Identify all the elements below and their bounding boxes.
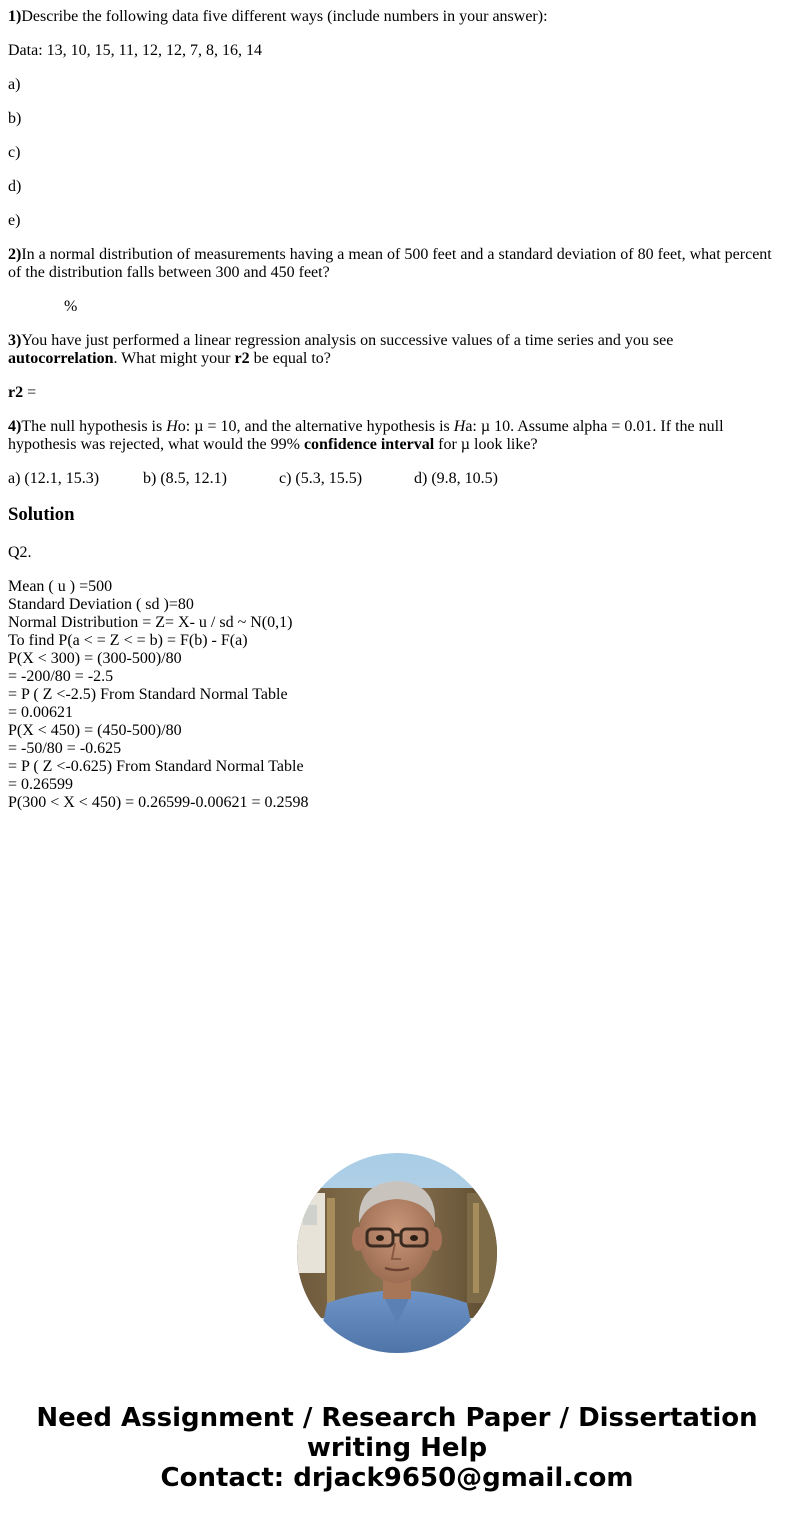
solution-line: P(300 < X < 450) = 0.26599-0.00621 = 0.2598 [8, 794, 309, 811]
question-4-ha-text: a: µ 10. Assume alpha = 0.01. If the null hypothesis was rejected, what would the 99% [8, 418, 724, 453]
question-4-option-d: d) (9.8, 10.5) [414, 470, 498, 487]
solution-label: Q2. [8, 544, 32, 561]
avatar [297, 1153, 497, 1353]
solution-line: = -200/80 = -2.5 [8, 668, 114, 685]
question-1 [8, 8, 786, 26]
question-4 [8, 418, 786, 454]
question-4-h0-symbol: H [166, 418, 178, 435]
question-4-text-a: The null hypothesis is [21, 418, 167, 435]
question-4-ha-symbol: H [453, 418, 466, 435]
question-3-text-c: be equal to? [249, 350, 331, 367]
footer-line-1: Need Assignment / Research Paper / Dissertation [36, 1403, 758, 1433]
solution-line: Mean ( u ) =500 [8, 578, 113, 595]
question-1-data: Data: 13, 10, 15, 11, 12, 12, 7, 8, 16, 14 [8, 42, 263, 59]
document-body [8, 0, 786, 812]
question-4-number: 4) [8, 418, 22, 435]
solution-line: To find P(a < = Z < = b) = F(b) - F(a) [8, 632, 248, 649]
question-4-option-a: a) (12.1, 15.3) [8, 470, 100, 487]
question-3 [8, 332, 786, 368]
question-1-part-b: b) [8, 110, 22, 127]
question-1-part-c: c) [8, 144, 21, 161]
avatar-portrait-image [297, 1153, 497, 1353]
footer-promo [0, 1403, 794, 1493]
question-1-text: Describe the following data five different ways (include numbers in your answer): [21, 8, 548, 25]
solution-line: = 0.26599 [8, 776, 74, 793]
question-4-h0-text: o: µ = 10, and the alternative hypothesis is [177, 418, 454, 435]
solution-line: Normal Distribution = Z= X- u / sd ~ N(0,1) [8, 614, 293, 631]
question-4-text-end: for µ look like? [434, 436, 538, 453]
question-3-bold-autocorrelation: autocorrelation [8, 350, 114, 367]
question-3-answer [8, 384, 786, 402]
question-3-answer-eq: = [23, 384, 37, 401]
footer-line-2: writing Help [306, 1433, 488, 1463]
question-2 [8, 246, 786, 282]
question-2-answer-unit: % [64, 298, 78, 315]
question-3-answer-label: r2 [8, 384, 24, 401]
question-1-number: 1) [8, 8, 22, 25]
question-1-part-d: d) [8, 178, 22, 195]
question-3-text-a: You have just performed a linear regression analysis on successive values of a time series and you see [21, 332, 674, 349]
question-4-option-c: c) (5.3, 15.5) [279, 470, 363, 487]
question-2-number: 2) [8, 246, 22, 263]
question-3-text-b: . What might your [113, 350, 235, 367]
solution-line: P(X < 300) = (300-500)/80 [8, 650, 182, 667]
question-1-part-e: e) [8, 212, 21, 229]
footer-contact: Contact: drjack9650@gmail.com [160, 1463, 634, 1493]
question-2-text: In a normal distribution of measurements having a mean of 500 feet and a standard deviation of 80 feet, what percent of the distribution falls between 300 and 450 feet? [8, 246, 772, 281]
solution-line: = P ( Z <-2.5) From Standard Normal Table [8, 686, 288, 703]
question-4-option-b: b) (8.5, 12.1) [143, 470, 227, 487]
solution-steps [8, 578, 786, 812]
question-4-bold-confidence-interval: confidence interval [303, 436, 435, 453]
question-3-bold-r2: r2 [234, 350, 250, 367]
question-3-number: 3) [8, 332, 22, 349]
solution-line: = 0.00621 [8, 704, 74, 721]
question-1-part-a: a) [8, 76, 21, 93]
question-4-options [8, 470, 786, 488]
solution-heading: Solution [8, 504, 75, 525]
solution-line: P(X < 450) = (450-500)/80 [8, 722, 182, 739]
solution-line: = -50/80 = -0.625 [8, 740, 122, 757]
solution-line: Standard Deviation ( sd )=80 [8, 596, 194, 613]
solution-line: = P ( Z <-0.625) From Standard Normal Table [8, 758, 304, 775]
